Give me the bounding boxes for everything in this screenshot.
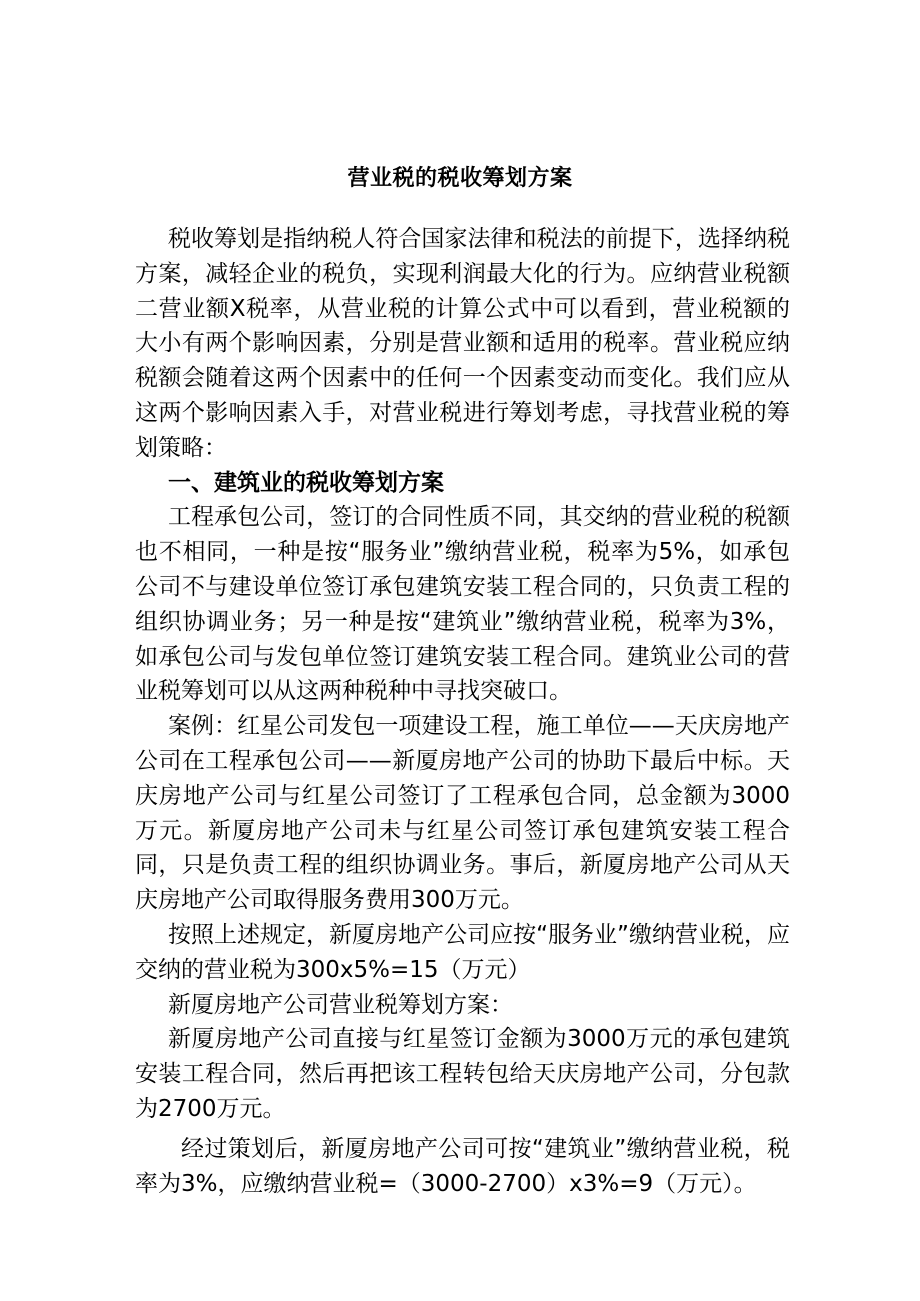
paragraph-plan-result: 经过策划后，新厦房地产公司可按“建筑业”缴纳营业税，税率为3%，应缴纳营业税=（3000-2700）x3%=9（万元）。 <box>135 1135 790 1197</box>
paragraph-contract-types: 工程承包公司，签订的合同性质不同，其交纳的营业税的税额也不相同，一种是按“服务业”缴纳营业税，税率为5%，如承包公司不与建设单位签订承包建筑安装工程合同的，只负责工程的组织协调业务；另一种是按“建筑业”缴纳营业税，税率为3%，如承包公司与发包单位签订建筑安装工程合同。建筑业公司的营业税筹划可以从这两种税种中寻找突破口。 <box>135 504 790 705</box>
document-title: 营业税的税收筹划方案 <box>347 166 573 191</box>
paragraph-service-tax-calc: 按照上述规定，新厦房地产公司应按“服务业”缴纳营业税，应交纳的营业税为300x5%=15（万元） <box>135 921 790 983</box>
paragraph-intro: 税收筹划是指纳税人符合国家法律和税法的前提下，选择纳税方案，减轻企业的税负，实现利润最大化的行为。应纳营业税额二营业额X税率，从营业税的计算公式中可以看到，营业税额的大小有两个影响因素，分别是营业额和适用的税率。营业税应纳税额会随着这两个因素中的任何一个因素变动而变化。我们应从这两个影响因素入手，对营业税进行筹划考虑，寻找营业税的筹划策略： <box>135 226 790 461</box>
document-body <box>135 222 790 1201</box>
paragraph-plan-heading: 新厦房地产公司营业税筹划方案： <box>168 991 513 1018</box>
section-heading-construction: 一、建筑业的税收筹划方案 <box>168 469 444 496</box>
paragraph-case-example: 案例：红星公司发包一项建设工程，施工单位——天庆房地产公司在工程承包公司——新厦房地产公司的协助下最后中标。天庆房地产公司与红星公司签订了工程承包合同，总金额为3000万元。新厦房地产公司未与红星公司签订承包建筑安装工程合同，只是负责工程的组织协调业务。事后，新厦房地产公司从天庆房地产公司取得服务费用300万元。 <box>135 713 790 914</box>
paragraph-plan-detail: 新厦房地产公司直接与红星签订金额为3000万元的承包建筑安装工程合同，然后再把该工程转包给天庆房地产公司，分包款为2700万元。 <box>135 1026 790 1122</box>
